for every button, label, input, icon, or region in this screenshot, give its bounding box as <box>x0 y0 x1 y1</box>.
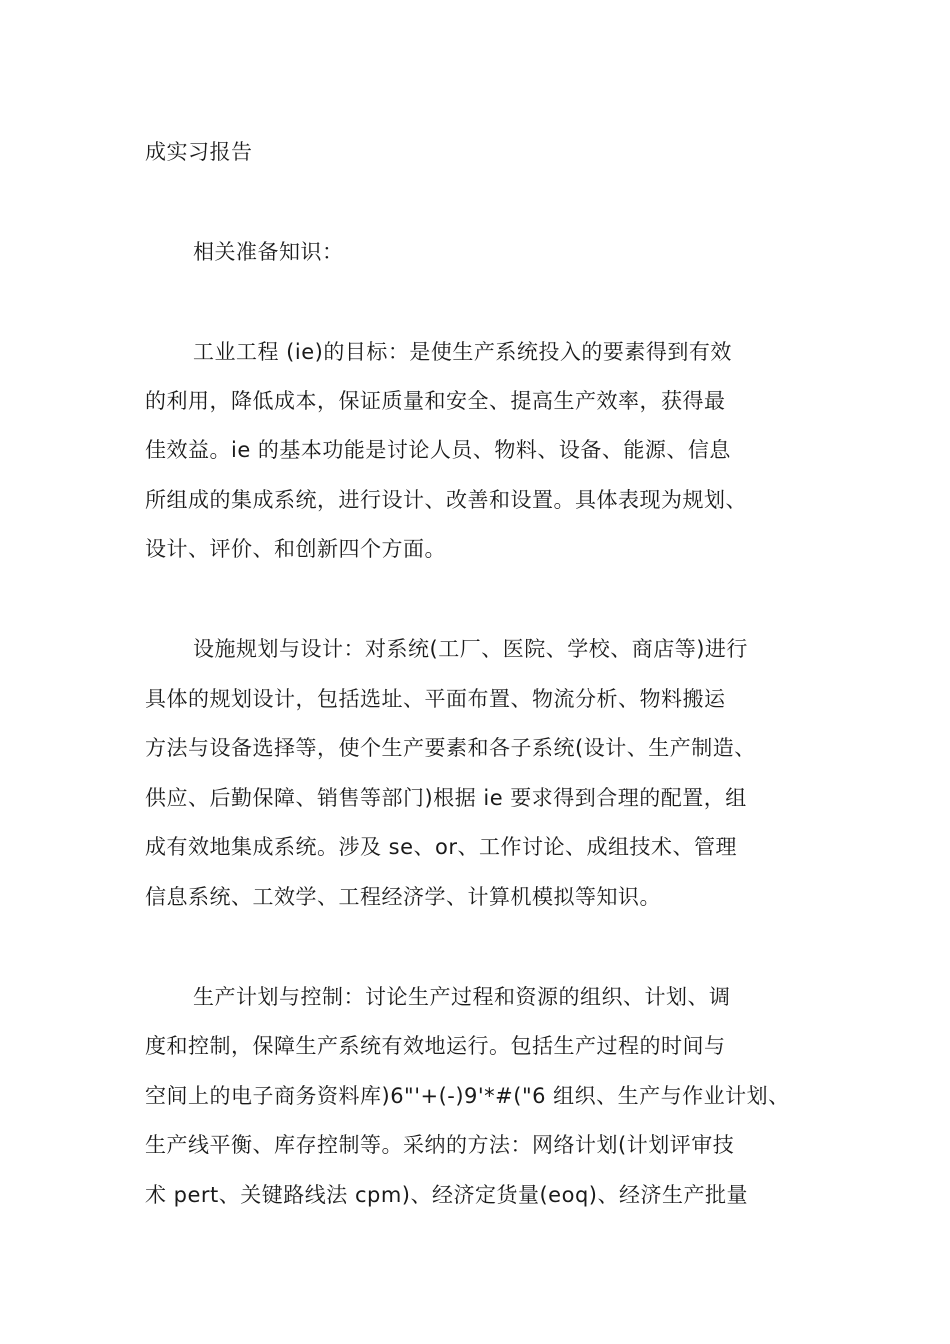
paragraph-1-line-1: 工业工程 (ie)的目标：是使生产系统投入的要素得到有效 <box>193 340 732 364</box>
paragraph-2-line-1: 设施规划与设计：对系统(工厂、医院、学校、商店等)进行 <box>193 637 748 661</box>
paragraph-2-line-4: 供应、后勤保障、销售等部门)根据 ie 要求得到合理的配置，组 <box>145 786 747 810</box>
paragraph-1-line-4: 所组成的集成系统，进行设计、改善和设置。具体表现为规划、 <box>145 488 747 512</box>
paragraph-3-line-5: 术 pert、关键路线法 cpm)、经济定货量(eoq)、经济生产批量 <box>145 1183 748 1207</box>
paragraph-3-line-3: 空间上的电子商务资料库)6"'+(-)9'*#("6 组织、生产与作业计划、 <box>145 1084 790 1108</box>
section-heading: 相关准备知识： <box>193 240 344 264</box>
paragraph-3-line-1: 生产计划与控制：讨论生产过程和资源的组织、计划、调 <box>193 985 731 1009</box>
paragraph-1-line-3: 佳效益。ie 的基本功能是讨论人员、物料、设备、能源、信息 <box>145 438 731 462</box>
paragraph-2-line-5: 成有效地集成系统。涉及 se、or、工作讨论、成组技术、管理 <box>145 835 738 859</box>
title-line: 成实习报告 <box>145 140 253 164</box>
paragraph-3-line-4: 生产线平衡、库存控制等。采纳的方法：网络计划(计划评审技 <box>145 1133 735 1157</box>
paragraph-1-line-2: 的利用，降低成本，保证质量和安全、提高生产效率，获得最 <box>145 389 726 413</box>
paragraph-1-line-5: 设计、评价、和创新四个方面。 <box>145 537 446 561</box>
paragraph-2-line-3: 方法与设备选择等，使个生产要素和各子系统(设计、生产制造、 <box>145 736 756 760</box>
paragraph-2-line-6: 信息系统、工效学、工程经济学、计算机模拟等知识。 <box>145 885 661 909</box>
paragraph-2-line-2: 具体的规划设计，包括选址、平面布置、物流分析、物料搬运 <box>145 687 726 711</box>
paragraph-3-line-2: 度和控制，保障生产系统有效地运行。包括生产过程的时间与 <box>145 1034 726 1058</box>
